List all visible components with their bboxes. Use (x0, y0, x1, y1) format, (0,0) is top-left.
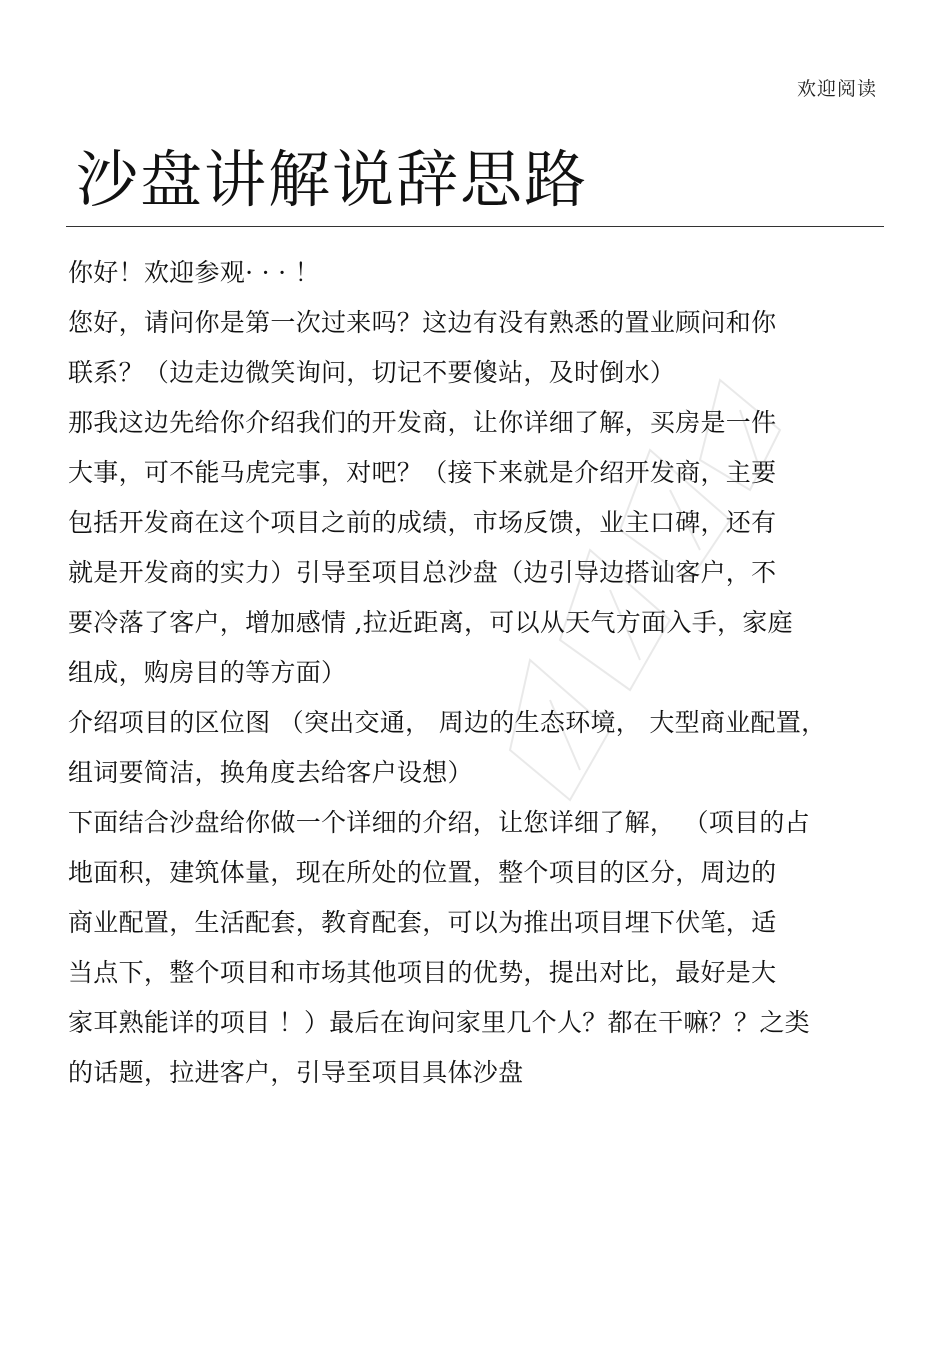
text-line: 下面结合沙盘给你做一个详细的介绍，让您详细了解， （项目的占 (68, 808, 810, 837)
header-note: 欢迎阅读 (796, 78, 877, 100)
text-line: 联系？（边走边微笑询问，切记不要傻站，及时倒水） (68, 358, 676, 387)
text-line: 组词要简洁，换角度去给客户设想） (68, 758, 473, 787)
text-line: 商业配置，生活配套，教育配套，可以为推出项目埋下伏笔，适 (68, 908, 777, 937)
text-line: 就是开发商的实力）引导至项目总沙盘（边引导边搭讪客户，不 (68, 558, 777, 587)
text-line: 您好，请问你是第一次过来吗？这边有没有熟悉的置业顾问和你 (68, 308, 777, 337)
text-line: 介绍项目的区位图 （突出交通， 周边的生态环境， 大型商业配置， (68, 708, 827, 737)
text-line: 大事，可不能马虎完事，对吧？（接下来就是介绍开发商，主要 (68, 458, 777, 487)
page-title: 沙盘讲解说辞思路 (76, 143, 589, 216)
title-divider (66, 226, 884, 227)
text-line: 那我这边先给你介绍我们的开发商，让你详细了解，买房是一件 (68, 408, 777, 437)
body-text (68, 248, 880, 1098)
text-line: 地面积，建筑体量，现在所处的位置，整个项目的区分，周边的 (68, 858, 777, 887)
text-line: 组成，购房目的等方面） (68, 658, 347, 687)
text-line: 你好！欢迎参观· · · ！ (68, 258, 320, 287)
text-line: 要冷落了客户，增加感情 ,拉近距离，可以从天气方面入手，家庭 (68, 608, 793, 637)
text-line: 家耳熟能详的项目 ！）最后在询问家里几个人？都在干嘛？？之类 (68, 1008, 810, 1037)
text-line: 包括开发商在这个项目之前的成绩，市场反馈，业主口碑，还有 (68, 508, 777, 537)
text-line: 的话题，拉进客户，引导至项目具体沙盘 (68, 1058, 524, 1087)
text-line: 当点下，整个项目和市场其他项目的优势，提出对比，最好是大 (68, 958, 777, 987)
